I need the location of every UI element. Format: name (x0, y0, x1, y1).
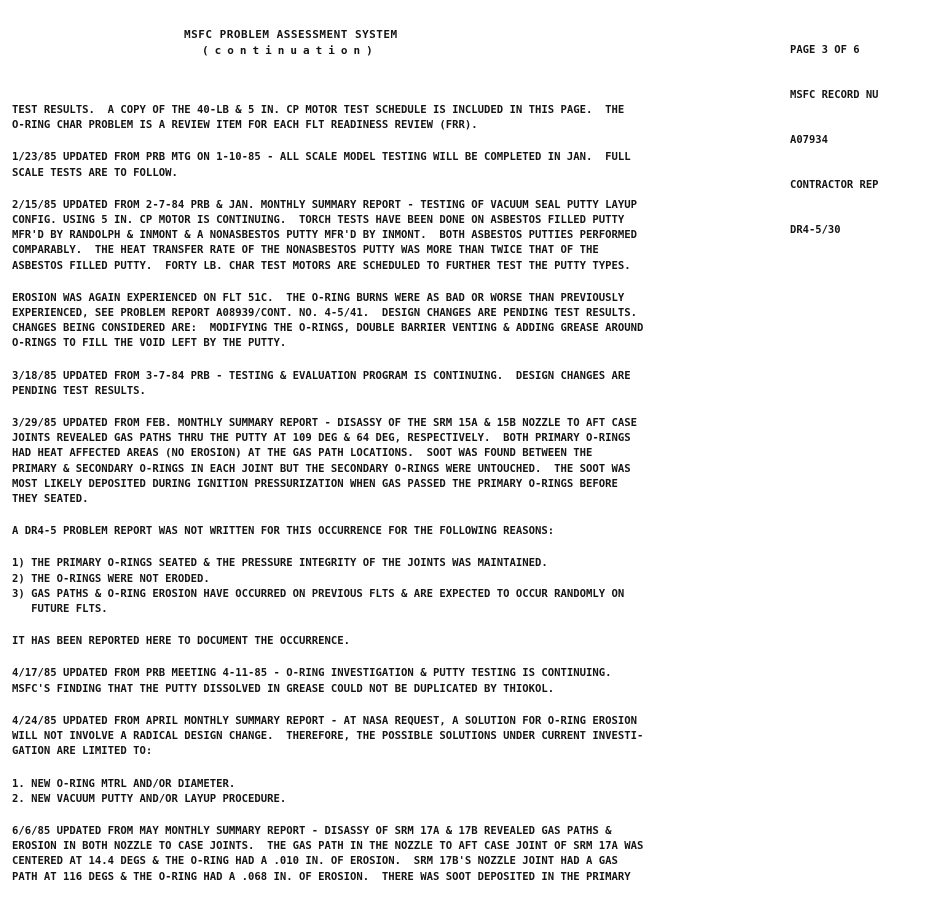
text-line: A DR4-5 PROBLEM REPORT WAS NOT WRITTEN FOR THIS OCCURRENCE FOR THE FOLLOWING REASONS: (12, 525, 555, 538)
text-line: O-RINGS TO FILL THE VOID LEFT BY THE PUTTY. (12, 337, 287, 350)
record-label: MSFC RECORD NU (790, 89, 879, 101)
text-line: COMPARABLY. THE HEAT TRANSFER RATE OF THE NONASBESTOS PUTTY WAS MORE THAN TWICE THAT OF THE (12, 244, 599, 257)
text-line: O-RING CHAR PROBLEM IS A REVIEW ITEM FOR EACH FLT READINESS REVIEW (FRR). (12, 119, 478, 132)
text-line: 1/23/85 UPDATED FROM PRB MTG ON 1-10-85 - ALL SCALE MODEL TESTING WILL BE COMPLETED IN JAN. FULL (12, 151, 631, 164)
paragraph (12, 524, 922, 539)
text-line: WILL NOT INVOLVE A RADICAL DESIGN CHANGE. THEREFORE, THE POSSIBLE SOLUTIONS UNDER CURRENT INVESTI- (12, 730, 644, 743)
paragraph (12, 103, 922, 133)
text-line: PATH AT 116 DEGS & THE O-RING HAD A .068 IN. OF EROSION. THERE WAS SOOT DEPOSITED IN THE PRIMARY (12, 870, 631, 883)
text-line: PENDING TEST RESULTS. (12, 384, 146, 397)
text-line: SCALE TESTS ARE TO FOLLOW. (12, 166, 178, 179)
paragraph (12, 634, 922, 649)
paragraph (12, 824, 922, 885)
text-line: PRIMARY & SECONDARY O-RINGS IN EACH JOINT BUT THE SECONDARY O-RINGS WERE UNTOUCHED. THE SOOT WAS (12, 462, 631, 475)
paragraph (12, 198, 922, 274)
text-line: 2/15/85 UPDATED FROM 2-7-84 PRB & JAN. MONTHLY SUMMARY REPORT - TESTING OF VACUUM SEAL PUTTY LAYUP (12, 198, 638, 211)
reasons-list (12, 556, 922, 617)
list-item: 2) THE O-RINGS WERE NOT ERODED. (12, 572, 210, 585)
text-line: GATION ARE LIMITED TO: (12, 745, 153, 758)
paragraph (12, 714, 922, 760)
document-header (184, 27, 398, 59)
text-line: EROSION IN BOTH NOZZLE TO CASE JOINTS. THE GAS PATH IN THE NOZZLE TO AFT CASE JOINT OF SRM 17A WAS (12, 840, 644, 853)
text-line: EROSION WAS AGAIN EXPERIENCED ON FLT 51C. THE O-RING BURNS WERE AS BAD OR WORSE THAN PREVIOUSLY (12, 291, 625, 304)
document-subtitle: (continuation) (202, 44, 379, 57)
text-line: CONFIG. USING 5 IN. CP MOTOR IS CONTINUING. TORCH TESTS HAVE BEEN DONE ON ASBESTOS FILLED PUTTY (12, 214, 625, 227)
record-number: A07934 (790, 134, 828, 146)
contractor-label: CONTRACTOR REP (790, 179, 879, 191)
list-item: 2. NEW VACUUM PUTTY AND/OR LAYUP PROCEDURE. (12, 792, 287, 805)
contractor-number: DR4-5/30 (790, 224, 841, 236)
text-line: 6/6/85 UPDATED FROM MAY MONTHLY SUMMARY REPORT - DISASSY OF SRM 17A & 17B REVEALED GAS PATHS & (12, 824, 612, 837)
list-item: 1. NEW O-RING MTRL AND/OR DIAMETER. (12, 777, 236, 790)
text-line: MFR'D BY RANDOLPH & INMONT & A NONASBESTOS PUTTY MFR'D BY INMONT. BOTH ASBESTOS PUTTIES PERFORMED (12, 229, 638, 242)
paragraph (12, 416, 922, 507)
text-line: HAD HEAT AFFECTED AREAS (NO EROSION) AT THE GAS PATH LOCATIONS. SOOT WAS FOUND BETWEEN THE (12, 447, 593, 460)
text-line: MOST LIKELY DEPOSITED DURING IGNITION PRESSURIZATION WHEN GAS PASSED THE PRIMARY O-RINGS BEFORE (12, 477, 618, 490)
list-item: 3) GAS PATHS & O-RING EROSION HAVE OCCURRED ON PREVIOUS FLTS & ARE EXPECTED TO OCCUR RANDOMLY ON (12, 587, 625, 600)
paragraph (12, 150, 922, 180)
list-item: FUTURE FLTS. (12, 603, 108, 616)
text-line: 3/18/85 UPDATED FROM 3-7-84 PRB - TESTING & EVALUATION PROGRAM IS CONTINUING. DESIGN CHANGES ARE (12, 369, 631, 382)
text-line: THEY SEATED. (12, 493, 89, 506)
solutions-list (12, 777, 922, 807)
text-line: CENTERED AT 14.4 DEGS & THE O-RING HAD A .010 IN. OF EROSION. SRM 17B'S NOZZLE JOINT HAD A GAS (12, 855, 618, 868)
document-title: MSFC PROBLEM ASSESSMENT SYSTEM (184, 28, 398, 41)
text-line: ASBESTOS FILLED PUTTY. FORTY LB. CHAR TEST MOTORS ARE SCHEDULED TO FURTHER TEST THE PUTTY TYPES. (12, 259, 631, 272)
text-line: MSFC'S FINDING THAT THE PUTTY DISSOLVED IN GREASE COULD NOT BE DUPLICATED BY THIOKOL. (12, 682, 555, 695)
text-line: CHANGES BEING CONSIDERED ARE: MODIFYING THE O-RINGS, DOUBLE BARRIER VENTING & ADDING GREASE AROUND (12, 322, 644, 335)
text-line: 3/29/85 UPDATED FROM FEB. MONTHLY SUMMARY REPORT - DISASSY OF THE SRM 15A & 15B NOZZLE TO AFT CASE (12, 417, 638, 430)
text-line: 4/17/85 UPDATED FROM PRB MEETING 4-11-85 - O-RING INVESTIGATION & PUTTY TESTING IS CONTINUING. (12, 667, 612, 680)
text-line: TEST RESULTS. A COPY OF THE 40-LB & 5 IN. CP MOTOR TEST SCHEDULE IS INCLUDED IN THIS PAGE. THE (12, 104, 625, 116)
text-line: EXPERIENCED, SEE PROBLEM REPORT A08939/CONT. NO. 4-5/41. DESIGN CHANGES ARE PENDING TEST RESULTS. (12, 307, 638, 320)
paragraph (12, 369, 922, 399)
text-line: JOINTS REVEALED GAS PATHS THRU THE PUTTY AT 109 DEG & 64 DEG, RESPECTIVELY. BOTH PRIMARY O-RINGS (12, 432, 631, 445)
text-line: 4/24/85 UPDATED FROM APRIL MONTHLY SUMMARY REPORT - AT NASA REQUEST, A SOLUTION FOR O-RING EROSION (12, 714, 638, 727)
paragraph (12, 666, 922, 696)
paragraph (12, 291, 922, 352)
document-body (12, 103, 922, 902)
list-item: 1) THE PRIMARY O-RINGS SEATED & THE PRESSURE INTEGRITY OF THE JOINTS WAS MAINTAINED. (12, 557, 548, 570)
text-line: IT HAS BEEN REPORTED HERE TO DOCUMENT THE OCCURRENCE. (12, 635, 351, 648)
page-number: PAGE 3 OF 6 (790, 44, 860, 56)
